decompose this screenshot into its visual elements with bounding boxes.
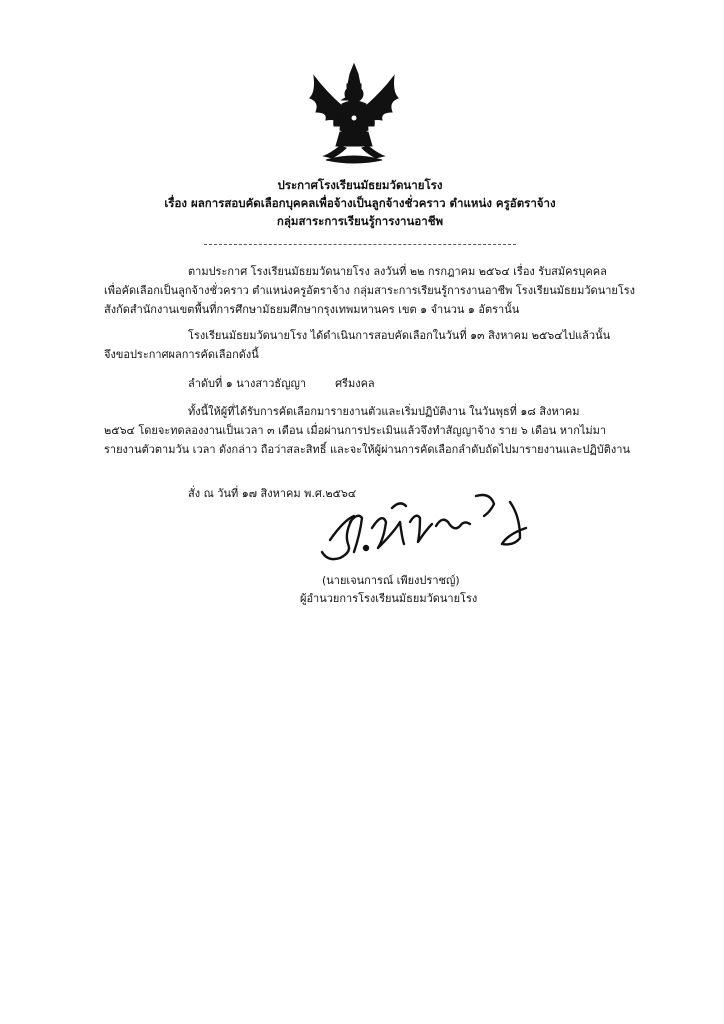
paragraph-line: โรงเรียนมัธยมวัดนายโรง ได้ดำเนินการสอบคัดเลือกในวันที่ ๑๓ สิงหาคม ๒๕๖๔ไปแล้วนั้น	[188, 329, 611, 342]
selection-result	[188, 374, 375, 393]
paragraph-line: ทั้งนี้ให้ผู้ที่ได้รับการคัดเลือกมารายงานตัวและเริ่มปฏิบัติงาน ในวันพุธที่ ๑๘ สิงหาคม	[188, 405, 580, 418]
result-surname: ศรีมงคล	[335, 377, 375, 390]
paragraph-line: จึงขอประกาศผลการคัดเลือกดังนี้	[104, 348, 259, 361]
paragraph-line: รายงานตัวตามวัน เวลา ดังกล่าว ถือว่าสละสิทธิ์ และจะให้ผู้ผ่านการคัดเลือกลำดับถัดไปมารายงานและปฏิบัติงาน	[104, 443, 630, 456]
announced-date: สั่ง ณ วันที่ ๑๗ สิงหาคม พ.ศ.๒๕๖๔	[188, 487, 357, 500]
paragraph-line: เพื่อคัดเลือกเป็นลูกจ้างชั่วคราว ตำแหน่งครูอัตราจ้าง กลุ่มสาระการเรียนรู้การงานอาชีพ โรงเรียนมัธยมวัดนายโรง	[104, 284, 636, 297]
paragraph-line: ๒๕๖๔ โดยจะทดลองงานเป็นเวลา ๓ เดือน เมื่อผ่านการประเมินแล้วจึงทำสัญญาจ้าง ราย ๖ เดือน หากไม่มา	[104, 424, 607, 437]
paragraph-instructions	[104, 402, 644, 459]
signatory-position: ผู้อำนวยการโรงเรียนมัธยมวัดนายโรง	[300, 592, 478, 605]
signatory-name: (นายเจนการณ์ เพียงปราชญ์)	[322, 574, 460, 587]
handwritten-signature	[314, 482, 554, 578]
paragraph-line: สังกัดสำนักงานเขตพื้นที่การศึกษามัธยมศึกษากรุงเทพมหานคร เขต ๑ จำนวน ๑ อัตรานั้น	[104, 303, 520, 316]
signatory-block	[300, 572, 520, 608]
announcement-subject: เรื่อง ผลการสอบคัดเลือกบุคคลเพื่อจ้างเป็นลูกจ้างชั่วคราว ตำแหน่ง ครูอัตราจ้าง	[164, 196, 556, 210]
paragraph-line: ตามประกาศ โรงเรียนมัธยมวัดนายโรง ลงวันที่ ๒๒ กรกฎาคม ๒๕๖๔ เรื่อง รับสมัครบุคคล	[188, 265, 607, 278]
result-rank: ลำดับที่ ๑	[188, 377, 233, 390]
announcement-title: ประกาศโรงเรียนมัธยมวัดนายโรง	[277, 178, 443, 192]
paragraph-reference	[104, 262, 644, 319]
result-name: นางสาวธัญญา	[236, 377, 307, 390]
garuda-emblem-icon	[296, 62, 412, 170]
paragraph-exam	[104, 326, 644, 364]
header-divider	[204, 244, 516, 245]
announcement-department: กลุ่มสาระการเรียนรู้การงานอาชีพ	[276, 214, 444, 228]
announcement-header	[100, 176, 620, 230]
